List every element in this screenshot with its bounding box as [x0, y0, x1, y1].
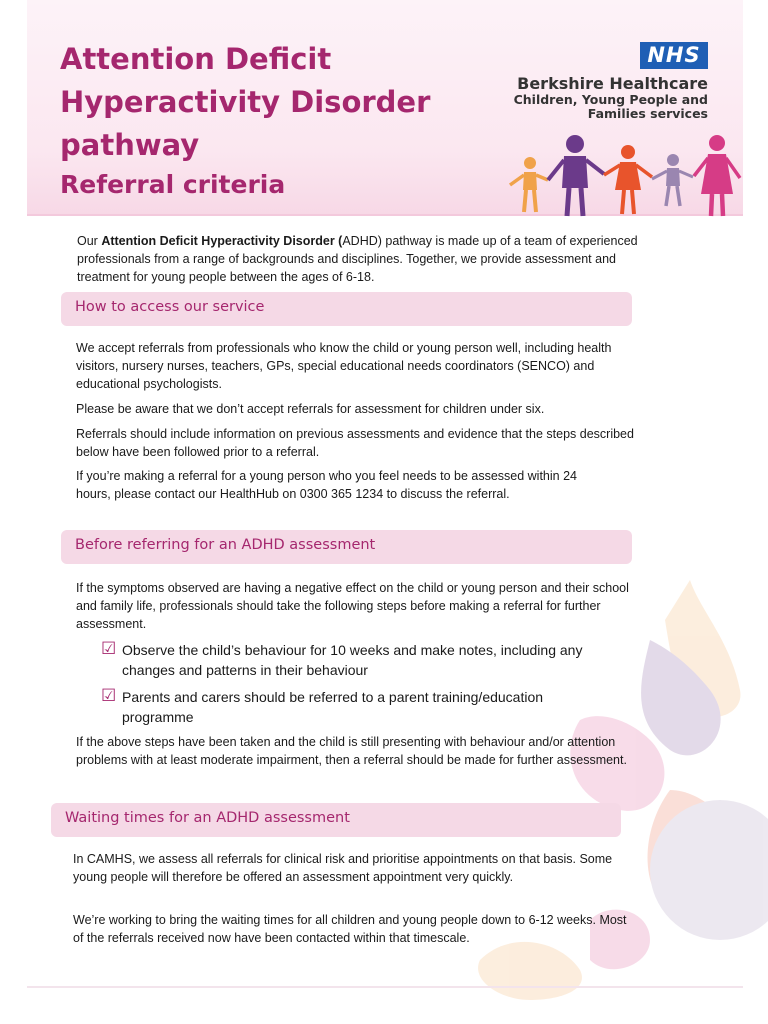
checklist-item: Observe the child’s behaviour for 10 weeks and make notes, including any changes and patterns in their behaviour — [122, 642, 583, 678]
access-paragraph-4: If you’re making a referral for a young person who you feel needs to be assessed within 24 hours, please contact our HealthHub on 0300 365 1234 to discuss the referral. — [76, 469, 577, 501]
child-figure-orange-icon — [510, 157, 548, 212]
section-heading-access — [61, 292, 632, 326]
before-referring-paragraph-1: If the symptoms observed are having a negative effect on the child or young person and their school and family life, professionals should take the following steps before making a referral for further assessment. — [76, 581, 629, 631]
page-title: Attention Deficit Hyperactivity Disorder pathway — [60, 42, 431, 162]
section-heading-text: How to access our service — [75, 299, 265, 315]
access-paragraph-1: We accept referrals from professionals who know the child or young person well, including health visitors, nursery nurses, teachers, GPs, special educational needs coordinators (SENCO) and educational psychologists. — [76, 341, 612, 391]
waiting-paragraph-2: We’re working to bring the waiting times for all children and young people down to 6-12 weeks. Most of the referrals received now have been contacted within that timescale. — [73, 913, 627, 945]
child-figure-grey-icon — [652, 154, 693, 206]
before-referring-paragraph-2: If the above steps have been taken and the child is still presenting with behaviour and/or attention problems with at least moderate impairment, then a referral should be made for further assessment. — [76, 735, 627, 767]
checkmark-icon: ☑ — [101, 639, 117, 658]
checklist-item: Parents and carers should be referred to a parent training/education programme — [122, 689, 544, 725]
access-paragraph-3: Referrals should include information on previous assessments and evidence that the steps described below have been followed prior to a referral. — [76, 427, 634, 459]
child-figure-red-icon — [604, 145, 652, 214]
waiting-paragraph-1: In CAMHS, we assess all referrals for clinical risk and prioritise appointments on that basis. Some young people will therefore be offered an assessment appointment very quickly. — [73, 852, 613, 884]
organisation-name: Berkshire Healthcare — [517, 74, 708, 93]
adult-figure-purple-icon — [548, 135, 604, 216]
section-heading-text: Waiting times for an ADHD assessment — [65, 810, 350, 826]
access-paragraph-2: Please be aware that we don’t accept referrals for assessment for children under six. — [76, 402, 545, 416]
section-heading-text: Before referring for an ADHD assessment — [75, 537, 376, 553]
page-subtitle: Referral criteria — [60, 170, 286, 199]
intro-paragraph: Our Attention Deficit Hyperactivity Disorder (ADHD) pathway is made up of a team of experienced professionals from a range of backgrounds and disciplines. Together, we provide assessment and treatment for young people between the ages of 6-18. — [77, 234, 638, 284]
nhs-logo: NHS — [640, 42, 708, 69]
section-heading-waiting-times — [51, 803, 621, 837]
footer-divider — [27, 986, 743, 988]
checkmark-icon: ☑ — [101, 686, 117, 705]
family-illustration-icon — [500, 130, 745, 220]
section-heading-before-referring — [61, 530, 632, 564]
organisation-department: Children, Young People and Families services — [513, 92, 708, 121]
adult-figure-pink-icon — [694, 135, 740, 216]
